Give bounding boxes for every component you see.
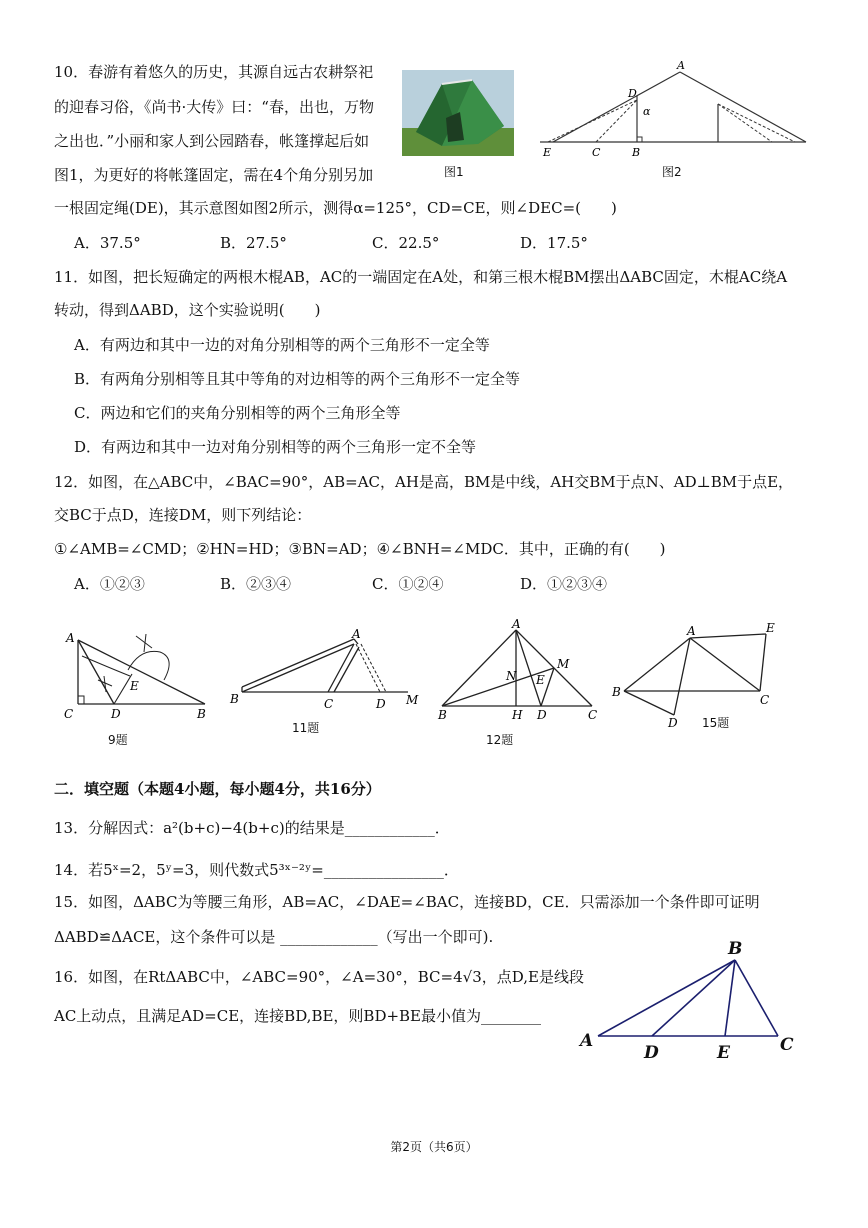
fig12-label-a: A [512,617,521,631]
fig16-label-d: D [644,1043,659,1063]
fig15-label-d: D [668,716,678,730]
fig2-label-e: E [543,146,552,159]
q12-option-a: A．①②③ [74,575,145,593]
fig15-diagram [610,621,790,730]
q11-option-a: A．有两边和其中一边的对角分别相等的两个三角形不一定全等 [74,336,490,354]
q16-line-2: AC上动点，且满足AD=CE，连接BD,BE，则BD+BE最小值为________ [54,1007,542,1025]
fig15-caption: 15题 [702,716,730,730]
fig16-diagram [578,938,800,1064]
fig12-label-h: H [512,708,523,722]
fig2-label-a: A [677,59,685,72]
fig9-label-c: C [64,707,74,721]
q10-option-c: C．22.5° [372,234,440,252]
q11-option-b: B．有两角分别相等且其中等角的对边相等的两个三角形不一定全等 [74,370,521,388]
q11-line-2: 转动，得到ΔABD，这个实验说明( ) [54,301,321,319]
fig9-label-e: E [130,679,139,693]
fig16-label-c: C [780,1035,794,1055]
fig11-label-m: M [406,693,419,707]
section-2-heading: 二．填空题（本题4小题，每小题4分，共16分） [54,780,381,798]
fig12-label-d: D [537,708,547,722]
q11-line-1: 11．如图，把长短确定的两根木棍AB，AC的一端固定在A处，和第三根木棍BM摆出ΔABC固定，木棍AC绕A [54,268,788,286]
page-number: 第2页（共6页） [390,1140,478,1154]
q12-option-b: B．②③④ [220,575,292,593]
q10-line-1: 10．春游有着悠久的历史，其源自远古农耕祭祀 [54,63,374,81]
q11-option-c: C．两边和它们的夹角分别相等的两个三角形全等 [74,404,401,422]
q10-line-4: 图1，为更好的将帐篷固定，需在4个角分别另加 [54,166,374,184]
fig11-label-c: C [324,697,334,711]
fig11-label-b: B [230,692,239,706]
fig16-label-e: E [717,1043,730,1063]
q10-line-3: 之出也．”小丽和家人到公园踏春，帐篷撑起后如 [54,132,370,150]
q14-text: 14．若5ˣ=2，5ʸ=3，则代数式5³ˣ⁻²ʸ=________________． [54,861,459,879]
fig11-label-d: D [376,697,386,711]
fig9-caption: 9题 [108,733,128,747]
q16-line-1: 16．如图，在RtΔABC中，∠ABC=90°，∠A=30°，BC=4√3，点D,E是线段 [54,968,584,986]
fig15-label-c: C [760,693,770,707]
fig12-label-c: C [588,708,598,722]
q10-option-d: D．17.5° [520,234,588,252]
fig2-label-b: B [632,146,641,159]
fig2-label-d: D [628,87,637,100]
fig1-caption: 图1 [444,165,464,179]
fig15-label-e: E [766,621,775,635]
tent-photo [402,70,514,156]
fig12-label-b: B [438,708,447,722]
fig9-label-a: A [66,631,75,645]
fig15-label-b: B [612,685,621,699]
fig12-label-n: N [506,669,517,683]
q13-text: 13．分解因式：a²(b+c)−4(b+c)的结果是____________． [54,819,450,837]
q12-line-3: ①∠AMB=∠CMD；②HN=HD；③BN=AD；④∠BNH=∠MDC．其中，正确的有( ) [54,540,666,558]
q15-line-2: ΔABD≌ΔACE，这个条件可以是 _____________（写出一个即可). [54,928,494,946]
fig11-label-a: A [352,627,361,641]
fig2-diagram [540,60,810,160]
fig12-caption: 12题 [486,733,514,747]
fig9-label-d: D [111,707,121,721]
q12-option-c: C．①②④ [372,575,444,593]
fig16-label-b: B [728,939,743,959]
fig11-diagram [228,627,428,715]
fig15-label-a: A [687,624,696,638]
q10-option-b: B．27.5° [220,234,287,252]
fig11-caption: 11题 [292,721,320,735]
fig12-label-e: E [536,673,545,687]
q12-option-d: D．①②③④ [520,575,608,593]
q12-line-2: 交BC于点D，连接DM，则下列结论： [54,506,312,524]
q15-line-1: 15．如图，ΔABC为等腰三角形，AB=AC，∠DAE=∠BAC，连接BD，CE．只需添加一个条件即可证明 [54,893,760,911]
fig2-label-c: C [592,146,601,159]
fig9-diagram [60,630,220,725]
q10-line-5: 一根固定绳(DE)，其示意图如图2所示，测得α=125°，CD=CE，则∠DEC=( ) [54,199,617,217]
q10-option-a: A．37.5° [74,234,141,252]
fig16-label-a: A [580,1031,594,1051]
fig2-caption: 图2 [662,165,682,179]
fig12-label-m: M [557,657,570,671]
q11-option-d: D．有两边和其中一边对角分别相等的两个三角形一定不全等 [74,438,477,456]
fig9-label-b: B [197,707,206,721]
q12-line-1: 12．如图，在△ABC中，∠BAC=90°，AB=AC，AH是高，BM是中线，AH交BM于点N、AD⊥BM于点E， [54,473,794,491]
q10-line-2: 的迎春习俗，《尚书·大传》曰：“春，出也，万物 [54,98,374,116]
fig12-diagram [436,618,606,724]
fig2-label-alpha: α [643,105,651,118]
